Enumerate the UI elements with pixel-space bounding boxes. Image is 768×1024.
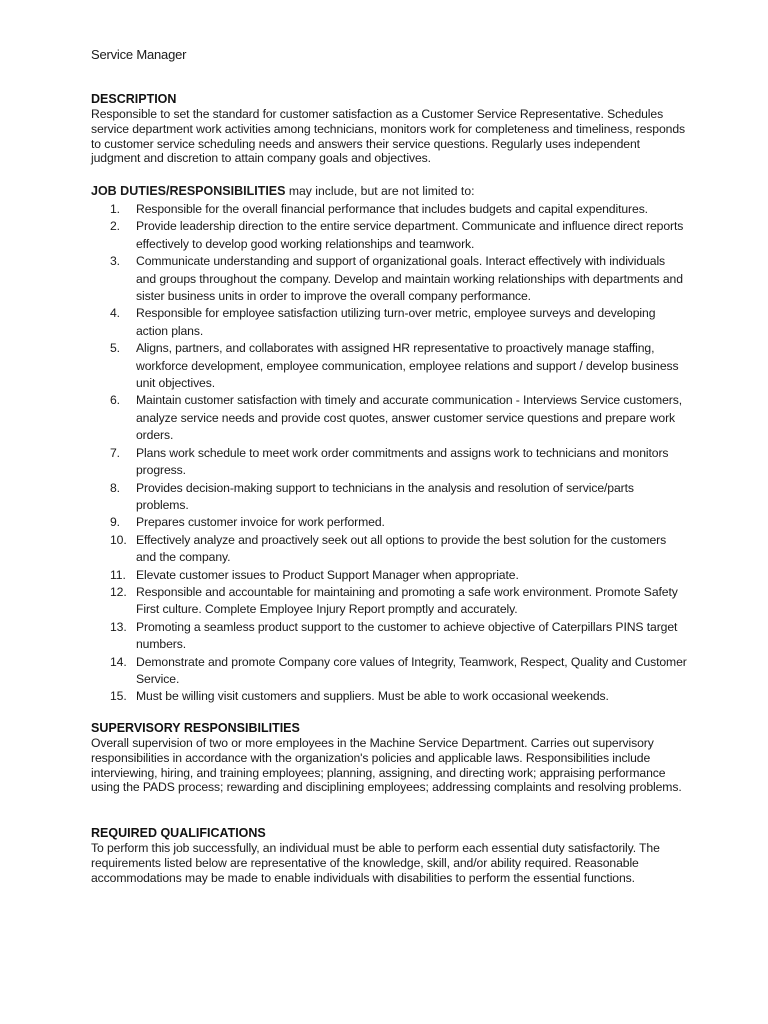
duty-item [91,567,687,584]
duties-intro [91,184,687,199]
duty-text: Provide leadership direction to the entire service department. Communicate and influence direct reports effectively to develop good working relationships and teamwork. [136,219,684,251]
duty-number: 5. [110,341,120,356]
duty-number: 8. [110,480,120,495]
duty-item [91,218,687,253]
duty-number: 15. [110,689,127,704]
duty-item [91,201,687,218]
duty-number: 6. [110,393,120,408]
duty-number: 7. [110,445,120,460]
qualifications-section [91,826,691,885]
supervisory-section [91,721,691,795]
description-section [91,92,691,166]
duty-text: Responsible for employee satisfaction utilizing turn-over metric, employee surveys and developing action plans. [136,306,656,338]
qualifications-heading: REQUIRED QUALIFICATIONS [91,826,266,840]
duty-item [91,584,687,619]
qualifications-text: To perform this job successfully, an individual must be able to perform each essential duty satisfactorily. The requirements listed below are representative of the knowledge, skill, and/or ability required. Reasonable accommodations may be made to enable individuals with disabilities to perform the essential functions. [91,841,660,885]
duty-number: 14. [110,654,127,669]
duty-item [91,305,687,340]
duties-list [91,201,687,706]
document-title: Service Manager [91,47,187,62]
duty-number: 13. [110,619,127,634]
duty-text: Elevate customer issues to Product Support Manager when appropriate. [136,567,519,582]
duty-number: 2. [110,219,120,234]
duty-text: Communicate understanding and support of organizational goals. Interact effectively with individuals and groups throughout the company. Develop and maintain working relationships with departments and sister business units in order to improve the overall company performance. [136,254,683,304]
duty-number: 3. [110,254,120,269]
duty-text: Aligns, partners, and collaborates with assigned HR representative to proactively manage staffing, workforce development, employee communication, employee relations and support / develop business unit objectives. [136,341,679,391]
duty-text: Must be willing visit customers and suppliers. Must be able to work occasional weekends. [136,689,609,704]
duty-item [91,654,687,689]
duty-number: 1. [110,202,120,216]
duty-item [91,514,687,531]
duties-intro-text: may include, but are not limited to: [285,184,475,198]
duty-item [91,445,687,480]
supervisory-text: Overall supervision of two or more employees in the Machine Service Department. Carries out supervisory responsibilities in accordance with the organization's policies and applicable laws. Responsibilities include interviewing, hiring, and training employees; planning, assigning, and directing work; appraising performance using the PADS process; rewarding and disciplining employees; addressing complaints and resolving problems. [91,736,682,795]
duty-text: Prepares customer invoice for work performed. [136,515,385,530]
duty-number: 10. [110,532,127,547]
duty-text: Maintain customer satisfaction with timely and accurate communication - Interviews Service customers, analyze service needs and provide cost quotes, answer customer service questions and prepare work orders. [136,393,682,443]
duty-text: Promoting a seamless product support to the customer to achieve objective of Caterpillars PINS target numbers. [136,619,678,652]
description-text: Responsible to set the standard for customer satisfaction as a Customer Service Representative. Schedules service department work activities among technicians, monitors work for completeness and timeliness, responds to customer service scheduling needs and answers their service questions. Regularly uses independent judgment and discretion to attain company goals and objectives. [91,107,686,166]
duty-number: 4. [110,306,120,321]
duty-item [91,480,687,515]
duty-number: 11. [110,567,126,582]
duty-text: Effectively analyze and proactively seek out all options to provide the best solution for the customers and the company. [136,532,667,565]
duty-item [91,532,687,567]
duty-item [91,688,687,705]
duty-text: Demonstrate and promote Company core values of Integrity, Teamwork, Respect, Quality and Customer Service. [136,654,687,686]
duty-item [91,340,687,392]
duty-item [91,619,687,654]
duty-number: 9. [110,515,120,530]
duty-item [91,392,687,444]
duty-text: Plans work schedule to meet work order commitments and assigns work to technicians and monitors progress. [136,445,669,478]
description-heading: DESCRIPTION [91,92,177,106]
duty-text: Responsible and accountable for maintaining and promoting a safe work environment. Promote Safety First culture. Complete Employee Injury Report promptly and accurately. [136,584,678,617]
duty-text: Provides decision-making support to technicians in the analysis and resolution of service/parts problems. [136,480,634,512]
supervisory-heading: SUPERVISORY RESPONSIBILITIES [91,721,300,735]
duty-item [91,253,687,305]
duty-number: 12. [110,584,127,599]
duties-heading: JOB DUTIES/RESPONSIBILITIES [91,184,286,198]
duty-text: Responsible for the overall financial performance that includes budgets and capital expenditures. [136,202,648,216]
duties-section [91,184,687,706]
